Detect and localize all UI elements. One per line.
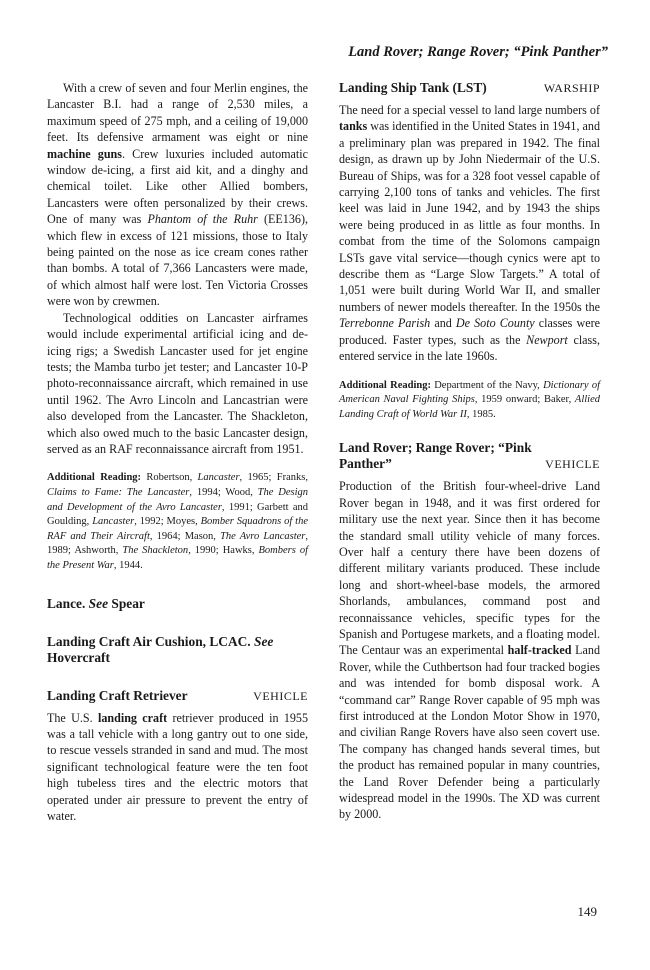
- text-run: , 1991; Garbett and Goulding,: [47, 501, 309, 528]
- text-run: Department of the Navy,: [430, 379, 544, 391]
- book-title: The Design and Development of the Avro Lancaster: [47, 486, 308, 513]
- lancaster-additional-reading: [47, 471, 308, 573]
- entry-category: WARSHIP: [543, 81, 600, 95]
- entry-head-lcac: [47, 634, 308, 666]
- text-run: With a crew of seven and four Merlin engines, the Lancaster B.I. had a range of 2,530 miles, a maximum speed of 275 mph, and a ceiling of 19,000 feet. Its defensive armament was eight or nine: [47, 81, 308, 145]
- entry-title: Landing Craft Air Cushion, LCAC.: [47, 633, 251, 649]
- cross-reference-landing-craft[interactable]: landing craft: [97, 710, 168, 725]
- text-run: class, entered service in the late 1960s.: [339, 332, 600, 364]
- land-rover-paragraph: [339, 478, 600, 823]
- book-title: Allied Landing Craft of World War II: [339, 394, 600, 420]
- text-run: , 1959 onward; Baker,: [474, 394, 575, 406]
- text-run: Robertson,: [141, 472, 198, 484]
- right-column: [339, 80, 600, 823]
- entry-category: VEHICLE: [253, 688, 308, 703]
- text-run: was identified in the United States in 1941, and a preliminary plan was prepared in 1942. The final design, as drawn up by John Niedermair of the U.S. Bureau of Ships, was for a 328 foot vessel capable of carrying 2,100 tons of tanks and vehicles. The first keel was laid in June 1942, and by 1943 the ships were being produced in as little as four months. In combat from the time of the Solomons campaign LSTs gave vital service—though cynics were apt to describe them as “Large Slow Targets.” A total of 1,051 were built during World War II, and smaller numbers of newer models thereafter. In the 1950s the: [339, 119, 600, 314]
- ship-class: Terrebonne Parish: [339, 316, 431, 331]
- running-head: Land Rover; Range Rover; “Pink Panther”: [348, 44, 608, 60]
- see-label: See: [254, 633, 274, 649]
- book-title: The Avro Lancaster: [220, 530, 306, 542]
- lst-paragraph: [339, 102, 600, 365]
- text-run: Land Rover, while the Cuthbertson had four tracked bogies and was intended for bomb disposal work. A “command car” Range Rover capable of 95 mph was first introduced at the London Motor Show in 1970, and civilian Range Rovers have also seen covert use. The company has changed hands several times, but the product has remained popular in many countries, the Land Rover Defender being a particularly widespread model in the 1990s. The XD was current by 2000.: [339, 643, 600, 822]
- text-run: and: [430, 316, 456, 331]
- entry-title: Land Rover; Range Rover; “Pink Panther”: [339, 440, 532, 472]
- lancaster-paragraph-1: [47, 80, 308, 310]
- entry-title: Landing Ship Tank (LST): [339, 80, 487, 95]
- text-run: retriever produced in 1955 was a tall vehicle with a long gantry out to one side, to rescue vessels stranded in sand and mud. The most significant technological feature were the ten foot high tubeless tires and the electric motors that operated under air pressure to prevent the entry of water.: [47, 710, 309, 823]
- text-run: , 1965; Franks,: [239, 472, 309, 484]
- book-title: Dictionary of American Naval Fighting Ships: [339, 379, 600, 406]
- entry-category: VEHICLE: [545, 457, 600, 472]
- cross-reference-tanks[interactable]: tanks: [339, 119, 368, 134]
- page-number: 149: [577, 904, 597, 919]
- entry-head-lst: [339, 80, 600, 96]
- text-run: The U.S.: [47, 710, 98, 725]
- book-title: Bombers of the Present War: [47, 545, 308, 571]
- lst-additional-reading: [339, 379, 600, 423]
- entry-head-lance: [47, 596, 308, 612]
- reading-label: Additional Reading:: [339, 379, 431, 391]
- see-reference[interactable]: Hovercraft: [47, 649, 110, 665]
- entry-head-landing-craft-retriever: [47, 688, 308, 704]
- reading-label: Additional Reading:: [47, 472, 142, 484]
- book-title: The Shackleton: [122, 545, 189, 557]
- text-run: Production of the British four-wheel-drive Land Rover began in 1948, and it was first ordered for military use the next year. Since then it has become the standard small utility vehicle of many forces. Over half a century there have been dozens of different military variants produced. These include long and short-wheel-base models, the armored Shorlands, ambulances, command post and reconnaissance vehicles, specific types for the Spanish and Portugese markets, and a floating model. The Centaur was an experimental: [339, 479, 600, 658]
- text-run: , 1964; Mason,: [149, 530, 221, 542]
- text-run: , 1992; Moyes,: [134, 516, 201, 528]
- text-run: The need for a special vessel to land large numbers of: [339, 103, 600, 117]
- book-title: Bomber Squadrons of the RAF and Their Aircraft: [47, 516, 309, 542]
- book-title: Claims to Fame: The Lancaster: [47, 486, 190, 498]
- see-reference[interactable]: Spear: [111, 595, 145, 611]
- text-run: , 1989; Ashworth,: [47, 530, 308, 557]
- text-run: , 1994; Wood,: [189, 486, 258, 498]
- ship-class: De Soto County: [455, 316, 535, 331]
- cross-reference-half-tracked[interactable]: half-tracked: [507, 643, 572, 658]
- text-run: . Crew luxuries included automatic window de-icing, a first aid kit, and a dinghy and chemical toilet. Like other Allied bombers, Lancasters were often personalized by their crews. One of many was: [47, 146, 308, 227]
- text-run: , 1944.: [113, 559, 143, 571]
- retriever-paragraph: [47, 710, 308, 825]
- ship-class: Newport: [526, 332, 568, 347]
- see-label: See: [88, 595, 109, 611]
- text-run: classes were produced. Faster types, such as the: [339, 316, 600, 347]
- entry-title: Landing Craft Retriever: [47, 687, 188, 703]
- cross-reference-machine-guns[interactable]: machine guns: [47, 146, 122, 161]
- book-title: Lancaster: [197, 472, 240, 484]
- entry-title: Lance.: [47, 595, 86, 611]
- left-column: [47, 80, 308, 824]
- text-run: , 1985.: [466, 408, 496, 420]
- text-run: , 1990; Hawks,: [188, 545, 259, 557]
- lancaster-paragraph-2: Technological oddities on Lancaster airframes would include experimental artificial icing and de-icing rigs; a Swedish Lancaster used for jet engine tests; the Mamba turbo jet tester; and Lancaster 10-P photo-reconnaissance aircraft, which remained in use until 1962. The Avro Lincoln and Lancastrian were also developed from the Lancaster. The Shackleton, which also owed much to the basic Lancaster design, served as an RAF reconnaissance aircraft from 1951.: [47, 310, 308, 456]
- entry-head-land-rover: [339, 440, 600, 472]
- aircraft-name: Phantom of the Ruhr: [147, 212, 258, 227]
- text-run: (EE136), which flew in excess of 121 missions, those to Italy being painted on the nose as ice cream cones rather than bombs. A total of 7,366 Lancasters were made, of which almost half were lost. Ten Victoria Crosses were won by crewmen.: [47, 212, 308, 309]
- book-title: Lancaster: [92, 516, 135, 528]
